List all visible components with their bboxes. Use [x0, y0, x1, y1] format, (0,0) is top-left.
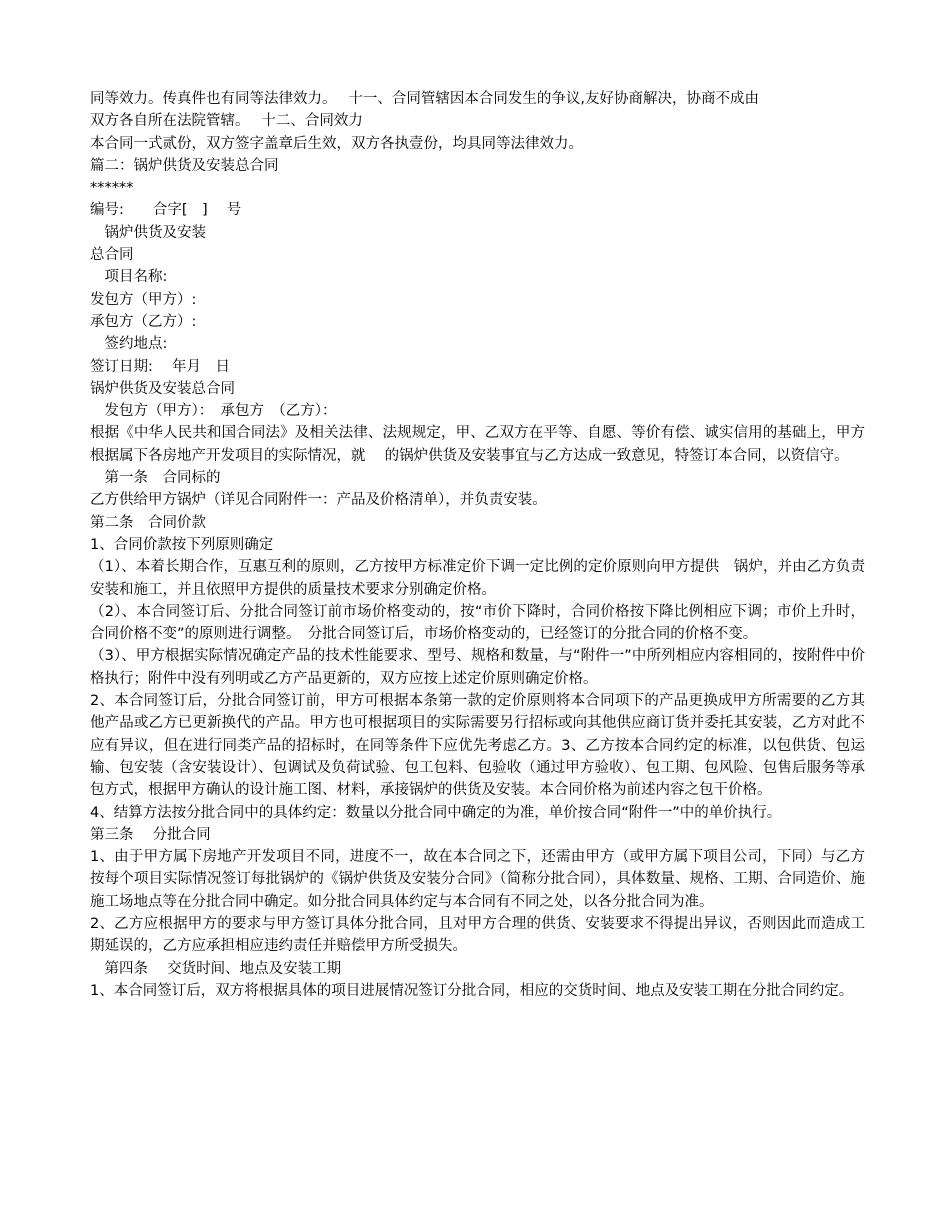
article-1-text: 乙方供给甲方锅炉（详见合同附件一：产品及价格清单），并负责安装。: [90, 492, 547, 509]
clause-12-text: 双方各自所在法院管辖。 十二、合同效力: [90, 113, 363, 130]
article-2-sub-1: （1）、本着长期合作，互惠互利的原则，乙方按甲方标准定价下调一定比例的定价原则向甲方提供 锅炉，并由乙方负责安装和施工，并且依照甲方提供的质量技术要求分别确定价格。: [90, 559, 865, 598]
article-4-heading: 第四条 交货时间、地点及安装工期: [90, 960, 342, 977]
signing-place-field: 签约地点:: [90, 336, 168, 353]
party-b-field: 承包方（乙方）:: [90, 313, 197, 330]
article-2-heading: 第二条 合同价款: [90, 514, 206, 531]
article-3-heading: 第三条 分批合同: [90, 826, 211, 843]
section-heading: 篇二：锅炉供货及安装总合同: [90, 157, 279, 174]
contract-title-line2: 总合同: [90, 247, 134, 264]
article-3-item-1: 1、由于甲方属下房地产开发项目不同，进度不一，故在本合同之下，还需由甲方（或甲方属下项目公司，下同）与乙方按每个项目实际情况签订每批锅炉的《锅炉供货及安装分合同》（简称分批合同），具体数量、规格、工期、合同造价、施施工场地点等在分批合同中确定。如分批合同具体约定与本合同有不同之处，以各分批合同为准。: [90, 849, 865, 910]
article-2-item-1: 1、合同价款按下列原则确定: [90, 536, 274, 553]
contract-title: 锅炉供货及安装总合同: [90, 380, 235, 397]
clause-11-text: 同等效力。传真件也有同等法律效力。 十一、合同管辖因本合同发生的争议,友好协商解决，协商不成由: [90, 91, 759, 107]
signing-date-field: 签订日期: 年月 日: [90, 358, 230, 375]
validity-text: 本合同一式贰份，双方签字盖章后生效，双方各执壹份，均具同等法律效力。: [90, 135, 583, 152]
document-body: [90, 88, 865, 1002]
separator-stars: ******: [90, 180, 134, 197]
article-3-item-2: 2、乙方应根据甲方的要求与甲方签订具体分批合同，且对甲方合理的供货、安装要求不得提出异议，否则因此而造成工期延误的，乙方应承担相应违约责任并赔偿甲方所受损失。: [90, 915, 865, 955]
article-2-sub-2: （2）、本合同签订后、分批合同签订前市场价格变动的，按“市价下降时，合同价格按下降比例相应下调；市价上升时，合同价格不变”的原则进行调整。 分批合同签订后，市场价格变动的，已经签订的分批合同的价格不变。: [90, 603, 865, 643]
article-2-item-4: 4、结算方法按分批合同中的具体约定：数量以分批合同中确定的为准，单价按合同“附件一”中的单价执行。: [90, 804, 782, 821]
project-name-field: 项目名称:: [90, 269, 168, 286]
article-1-heading: 第一条 合同标的: [90, 470, 221, 487]
party-a-field: 发包方（甲方）:: [90, 291, 197, 308]
article-2-item-2-3: 2、本合同签订后，分批合同签订前，甲方可根据本条第一款的定价原则将本合同项下的产品更换成甲方所需要的乙方其他产品或乙方已更新换代的产品。甲方也可根据项目的实际需要另行招标或向其他供应商订货并委托其安装，乙方对此不应有异议，但在进行同类产品的招标时，在同等条件下应优先考虑乙方。3、乙方按本合同约定的标准，以包供货、包运输、包安装（含安装设计）、包调试及负荷试验、包工包料、包验收（通过甲方验收）、包工期、包风险、包售后服务等承包方式，根据甲方确认的设计施工图、材料，承接锅炉的供货及安装。本合同价格为前述内容之包干价格。: [90, 693, 865, 799]
contract-number: 编号: 合字[ ] 号: [90, 202, 242, 219]
preamble-paragraph: 根据《中华人民共和国合同法》及相关法律、法规规定，甲、乙双方在平等、自愿、等价有偿、诚实信用的基础上，甲方根据属下各房地产开发项目的实际情况，就 的锅炉供货及安装事宜与乙方达成一致意见，特签订本合同，以资信守。: [90, 425, 865, 464]
article-4-item-1: 1、本合同签订后，双方将根据具体的项目进展情况签订分批合同，相应的交货时间、地点及安装工期在分批合同约定。: [90, 982, 854, 999]
parties-line: 发包方（甲方）： 承包方 （乙方）：: [90, 403, 337, 420]
article-2-sub-3: （3）、甲方根据实际情况确定产品的技术性能要求、型号、规格和数量，与“附件一”中所列相应内容相同的，按附件中价格执行；附件中没有列明或乙方产品更新的，双方应按上述定价原则确定价格。: [90, 648, 865, 687]
contract-title-line1: 锅炉供货及安装: [90, 224, 206, 241]
